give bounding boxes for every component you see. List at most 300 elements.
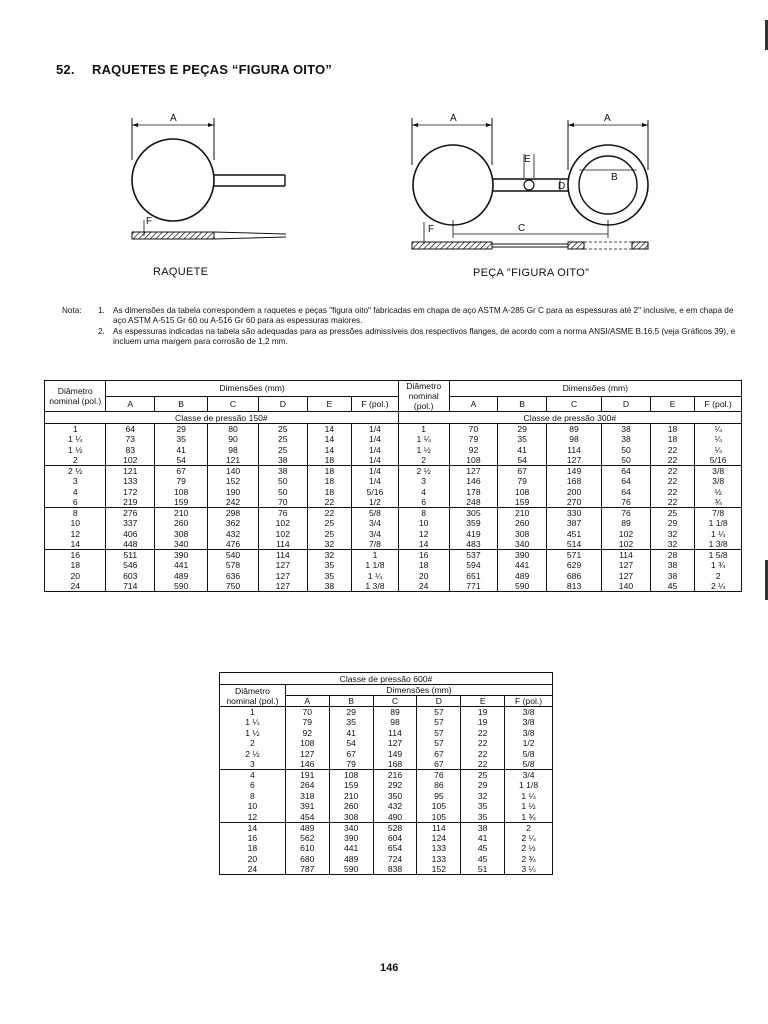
table-cell: 264 xyxy=(285,780,329,791)
table-row xyxy=(45,497,742,508)
table-cell-150: 1 ¼ xyxy=(45,434,106,445)
table-cell-300: 76 xyxy=(602,508,651,519)
table-cell-300: 594 xyxy=(449,560,498,571)
table-cell-150: 102 xyxy=(258,518,307,529)
header-col: A xyxy=(449,396,498,412)
table-cell: 54 xyxy=(329,738,373,749)
table-cell-300: 20 xyxy=(398,571,449,582)
table-cell-150: 25 xyxy=(307,529,351,540)
table-cell-150: 18 xyxy=(307,466,351,477)
table-cell-300: 483 xyxy=(449,539,498,550)
table-cell-300: 1 ¼ xyxy=(695,529,742,540)
table-cell-150: 1 ¼ xyxy=(352,571,399,582)
table-cell: 76 xyxy=(417,770,461,781)
table-cell: 16 xyxy=(220,833,286,844)
table-cell-300: 76 xyxy=(602,497,651,508)
table-cell: 22 xyxy=(461,759,505,770)
table-cell: 57 xyxy=(417,707,461,718)
table-row xyxy=(220,717,553,728)
table-cell-300: ¾ xyxy=(695,497,742,508)
table-cell: 8 xyxy=(220,791,286,802)
table-cell-300: 127 xyxy=(602,560,651,571)
table-cell-150: 340 xyxy=(155,539,208,550)
table-cell: 108 xyxy=(285,738,329,749)
table-cell: 3/8 xyxy=(505,728,553,739)
table-cell-150: 102 xyxy=(106,455,155,466)
table-cell-150: 32 xyxy=(307,539,351,550)
figura-oito-caption: PEÇA "FIGURA OITO" xyxy=(473,267,590,279)
table-row xyxy=(220,780,553,791)
table-cell-150: 190 xyxy=(208,487,259,498)
table-cell: 127 xyxy=(373,738,417,749)
table-row xyxy=(45,508,742,519)
table-row xyxy=(220,770,553,781)
table-cell: 18 xyxy=(220,843,286,854)
table-cell-150: 35 xyxy=(307,571,351,582)
table-cell-300: 441 xyxy=(498,560,547,571)
section-title xyxy=(56,62,332,77)
oito-label-a-right: A xyxy=(604,113,611,124)
table-cell-300: 387 xyxy=(547,518,602,529)
table-cell-150: 8 xyxy=(45,508,106,519)
header-col: B xyxy=(329,696,373,707)
table-row xyxy=(45,539,742,550)
table-cell-150: 18 xyxy=(307,487,351,498)
table-cell-300: 159 xyxy=(498,497,547,508)
table-cell-150: 362 xyxy=(208,518,259,529)
table-cell-150: 67 xyxy=(155,466,208,477)
table-cell: 114 xyxy=(417,822,461,833)
table-cell-150: 7/8 xyxy=(352,539,399,550)
table-cell: 391 xyxy=(285,801,329,812)
table-cell-300: 2 xyxy=(398,455,449,466)
table-cell-150: 5/16 xyxy=(352,487,399,498)
table-cell-150: 1 3/8 xyxy=(352,581,399,592)
table-cell-150: 1/4 xyxy=(352,424,399,435)
header-col: B xyxy=(498,396,547,412)
table-cell-300: 5/16 xyxy=(695,455,742,466)
header-diameter: Diâmetro nominal (pol.) xyxy=(45,381,106,412)
raquete-label-f: F xyxy=(146,216,153,227)
table-cell: 528 xyxy=(373,822,417,833)
table-cell-150: 406 xyxy=(106,529,155,540)
table-cell: 1 ¼ xyxy=(220,717,286,728)
table-cell: 67 xyxy=(417,749,461,760)
table-cell: 70 xyxy=(285,707,329,718)
page-number: 146 xyxy=(380,962,399,974)
dimensions-table-600 xyxy=(219,672,553,875)
table-cell-300: 32 xyxy=(650,539,694,550)
table-cell: 1 ½ xyxy=(505,801,553,812)
table-cell-300: 22 xyxy=(650,476,694,487)
table-cell: 32 xyxy=(461,791,505,802)
table-cell-150: 448 xyxy=(106,539,155,550)
table-cell-300: 200 xyxy=(547,487,602,498)
table-cell: 133 xyxy=(417,854,461,865)
table-cell-300: 38 xyxy=(602,434,651,445)
table-cell-300: 32 xyxy=(650,529,694,540)
table-cell-300: 70 xyxy=(449,424,498,435)
table-cell: 1/2 xyxy=(505,738,553,749)
table-cell: 432 xyxy=(373,801,417,812)
table-cell: 390 xyxy=(329,833,373,844)
table-row xyxy=(45,434,742,445)
table-cell: 454 xyxy=(285,812,329,823)
table-cell-150: 14 xyxy=(307,445,351,456)
table-cell-150: 511 xyxy=(106,550,155,561)
table-cell-150: 298 xyxy=(208,508,259,519)
table-cell-150: 18 xyxy=(45,560,106,571)
header-col-f: F (pol.) xyxy=(695,396,742,412)
table-cell: 210 xyxy=(329,791,373,802)
table-cell-150: 114 xyxy=(258,550,307,561)
table-cell: 3/8 xyxy=(505,707,553,718)
table-cell-300: 270 xyxy=(547,497,602,508)
table-cell-300: 102 xyxy=(602,529,651,540)
table-cell-150: 83 xyxy=(106,445,155,456)
table-cell: 260 xyxy=(329,801,373,812)
figura-oito-drawing xyxy=(398,110,670,260)
table-cell-150: 1 xyxy=(45,424,106,435)
table-cell-150: 29 xyxy=(155,424,208,435)
table-row xyxy=(220,843,553,854)
table-cell-300: 419 xyxy=(449,529,498,540)
table-cell: 124 xyxy=(417,833,461,844)
table-cell: 490 xyxy=(373,812,417,823)
table-cell-300: 35 xyxy=(498,434,547,445)
table-cell: 441 xyxy=(329,843,373,854)
table-cell: 2 ½ xyxy=(505,843,553,854)
table-cell-150: 441 xyxy=(155,560,208,571)
table-row xyxy=(220,738,553,749)
header-col: A xyxy=(285,696,329,707)
table-cell: 2 ½ xyxy=(220,749,286,760)
table-cell-150: 98 xyxy=(208,445,259,456)
header-col: D xyxy=(258,396,307,412)
table-cell: 86 xyxy=(417,780,461,791)
table-cell-150: 4 xyxy=(45,487,106,498)
table-cell-300: 1 ¼ xyxy=(398,434,449,445)
table-cell: 787 xyxy=(285,864,329,875)
header-col: C xyxy=(373,696,417,707)
table-cell-300: 2 xyxy=(695,571,742,582)
table-cell-150: 432 xyxy=(208,529,259,540)
table-cell-300: 3/8 xyxy=(695,466,742,477)
table-cell: 3/4 xyxy=(505,770,553,781)
table-cell-300: 89 xyxy=(602,518,651,529)
table-cell-150: 25 xyxy=(258,424,307,435)
table-cell-150: 32 xyxy=(307,550,351,561)
table-cell: 724 xyxy=(373,854,417,865)
table-cell-300: 29 xyxy=(498,424,547,435)
table-cell-300: 14 xyxy=(398,539,449,550)
table-cell-300: 178 xyxy=(449,487,498,498)
table-cell-300: 18 xyxy=(650,424,694,435)
table-cell-150: 25 xyxy=(258,445,307,456)
table-cell-300: 54 xyxy=(498,455,547,466)
table-cell-150: 35 xyxy=(307,560,351,571)
table-row xyxy=(45,455,742,466)
table-cell-150: 22 xyxy=(307,497,351,508)
table-cell-300: 29 xyxy=(650,518,694,529)
table-cell: 3 xyxy=(220,759,286,770)
table-cell-300: 1 xyxy=(398,424,449,435)
table-cell-300: 24 xyxy=(398,581,449,592)
table-row xyxy=(45,445,742,456)
table-cell: 1 ¾ xyxy=(505,812,553,823)
table-row xyxy=(45,571,742,582)
table-row xyxy=(45,581,742,592)
table-cell: 133 xyxy=(417,843,461,854)
class-label-600: Classe de pressão 600# xyxy=(220,673,553,685)
table-cell: 79 xyxy=(329,759,373,770)
table-cell-150: 14 xyxy=(307,424,351,435)
table-cell-150: 18 xyxy=(307,476,351,487)
table-row xyxy=(220,864,553,875)
table-cell-150: 10 xyxy=(45,518,106,529)
table-cell-150: 79 xyxy=(155,476,208,487)
table-cell: 45 xyxy=(461,843,505,854)
table-cell: 152 xyxy=(417,864,461,875)
table-cell-300: 330 xyxy=(547,508,602,519)
table-cell: 25 xyxy=(461,770,505,781)
table-cell-150: 50 xyxy=(258,487,307,498)
table-cell: 98 xyxy=(373,717,417,728)
table-cell-300: 7/8 xyxy=(695,508,742,519)
table-cell-150: 80 xyxy=(208,424,259,435)
table-cell: 79 xyxy=(285,717,329,728)
table-cell: 108 xyxy=(329,770,373,781)
table-cell: 292 xyxy=(373,780,417,791)
table-cell: 1 xyxy=(220,707,286,718)
table-cell: 149 xyxy=(373,749,417,760)
table-cell-150: 3/4 xyxy=(352,518,399,529)
header-dimensions: Dimensões (mm) xyxy=(106,381,398,397)
table-cell-150: 636 xyxy=(208,571,259,582)
table-row xyxy=(45,550,742,561)
table-cell-300: 127 xyxy=(449,466,498,477)
table-cell-300: 168 xyxy=(547,476,602,487)
table-cell-150: 578 xyxy=(208,560,259,571)
header-row xyxy=(220,685,553,696)
table-cell-150: 38 xyxy=(307,581,351,592)
section-title-text: RAQUETES E PEÇAS “FIGURA OITO” xyxy=(92,62,333,77)
table-cell: 2 ¾ xyxy=(505,854,553,865)
table-cell-300: 127 xyxy=(547,455,602,466)
table-cell-150: 489 xyxy=(155,571,208,582)
table-row xyxy=(220,707,553,718)
table-cell-300: 1 ½ xyxy=(398,445,449,456)
table-cell-300: 651 xyxy=(449,571,498,582)
section-number: 52. xyxy=(56,62,75,77)
table-cell-150: 1 1/8 xyxy=(352,560,399,571)
class-label-300: Classe de pressão 300# xyxy=(398,412,741,424)
table-cell-150: 1/2 xyxy=(352,497,399,508)
table-cell-150: 242 xyxy=(208,497,259,508)
table-cell-150: 152 xyxy=(208,476,259,487)
table-cell-300: 1 1/8 xyxy=(695,518,742,529)
table-cell: 4 xyxy=(220,770,286,781)
table-cell-300: 3 xyxy=(398,476,449,487)
table-cell: 45 xyxy=(461,854,505,865)
table-cell-150: 140 xyxy=(208,466,259,477)
table-cell-300: 1 5/8 xyxy=(695,550,742,561)
table-cell: 10 xyxy=(220,801,286,812)
table-cell: 12 xyxy=(220,812,286,823)
oito-label-b: B xyxy=(611,172,618,183)
table-cell-300: 79 xyxy=(449,434,498,445)
table-cell-150: 114 xyxy=(258,539,307,550)
table-cell: 216 xyxy=(373,770,417,781)
table-cell: 168 xyxy=(373,759,417,770)
table-cell: 318 xyxy=(285,791,329,802)
table-cell-150: 3/4 xyxy=(352,529,399,540)
table-row xyxy=(45,466,742,477)
table-cell-300: 38 xyxy=(650,560,694,571)
table-cell: 340 xyxy=(329,822,373,833)
table-cell: 350 xyxy=(373,791,417,802)
table-cell: 35 xyxy=(461,801,505,812)
table-cell-300: 571 xyxy=(547,550,602,561)
table-cell: 38 xyxy=(461,822,505,833)
note-text: As espessuras indicadas na tabela são adequadas para as pressões admissíveis dos respectivos flanges, de acordo com a norma ANSI/ASME B.16.5 (veja Gráficos 39), e incluem uma margem para corrosão de 1,2 mm. xyxy=(113,327,736,346)
header-dimensions: Dimensões (mm) xyxy=(285,685,552,696)
table-cell-150: 127 xyxy=(258,581,307,592)
table-cell-150: 210 xyxy=(155,508,208,519)
table-cell-150: 22 xyxy=(307,508,351,519)
table-cell-150: 50 xyxy=(258,476,307,487)
table-cell-300: 308 xyxy=(498,529,547,540)
header-col: D xyxy=(417,696,461,707)
table-cell-150: 38 xyxy=(258,466,307,477)
table-cell-300: 686 xyxy=(547,571,602,582)
table-cell: 22 xyxy=(461,749,505,760)
oito-label-e: E xyxy=(524,154,531,165)
table-cell: 5/8 xyxy=(505,759,553,770)
table-cell: 105 xyxy=(417,812,461,823)
table-cell-300: 248 xyxy=(449,497,498,508)
table-row xyxy=(45,476,742,487)
table-cell-300: 64 xyxy=(602,476,651,487)
table-cell: 1 ¼ xyxy=(505,791,553,802)
table-cell-300: 50 xyxy=(602,455,651,466)
table-cell-150: 25 xyxy=(258,434,307,445)
table-cell-150: 76 xyxy=(258,508,307,519)
table-cell-300: 10 xyxy=(398,518,449,529)
table-cell-300: 108 xyxy=(449,455,498,466)
table-cell-150: 14 xyxy=(307,434,351,445)
table-cell-150: 540 xyxy=(208,550,259,561)
table-cell-150: 2 xyxy=(45,455,106,466)
table-cell-300: 22 xyxy=(650,445,694,456)
table-cell-300: 79 xyxy=(498,476,547,487)
table-cell: 24 xyxy=(220,864,286,875)
raquete-label-a: A xyxy=(170,113,177,124)
table-cell: 308 xyxy=(329,812,373,823)
oito-label-d: D xyxy=(558,181,566,192)
table-cell-150: 64 xyxy=(106,424,155,435)
table-cell: 20 xyxy=(220,854,286,865)
table-cell-300: 260 xyxy=(498,518,547,529)
table-cell-150: 14 xyxy=(45,539,106,550)
table-cell-150: 5/8 xyxy=(352,508,399,519)
table-cell-150: 390 xyxy=(155,550,208,561)
header-col: E xyxy=(307,396,351,412)
table-cell-300: 12 xyxy=(398,529,449,540)
table-cell-300: 102 xyxy=(602,539,651,550)
table-cell: 41 xyxy=(329,728,373,739)
table-cell-150: 38 xyxy=(258,455,307,466)
table-cell-300: 210 xyxy=(498,508,547,519)
table-row xyxy=(45,424,742,435)
table-cell-150: 121 xyxy=(208,455,259,466)
table-cell-300: ¼ xyxy=(695,445,742,456)
table-cell-150: 1 xyxy=(352,550,399,561)
header-col: B xyxy=(155,396,208,412)
table-cell-150: 41 xyxy=(155,445,208,456)
table-cell: 2 ¼ xyxy=(505,833,553,844)
table-cell: 114 xyxy=(373,728,417,739)
table-row xyxy=(220,854,553,865)
table-cell-300: 390 xyxy=(498,550,547,561)
table-cell: 3/8 xyxy=(505,717,553,728)
table-cell-300: 590 xyxy=(498,581,547,592)
oito-label-f: F xyxy=(428,224,435,235)
table-cell-300: 1 3/8 xyxy=(695,539,742,550)
table-cell: 610 xyxy=(285,843,329,854)
table-cell-300: 50 xyxy=(602,445,651,456)
table-row xyxy=(220,749,553,760)
table-cell: 51 xyxy=(461,864,505,875)
table-cell-300: 22 xyxy=(650,466,694,477)
note-number: 2. xyxy=(98,327,105,336)
header-col-f: F (pol.) xyxy=(505,696,553,707)
table-cell-300: 16 xyxy=(398,550,449,561)
table-cell: 92 xyxy=(285,728,329,739)
header-col: C xyxy=(208,396,259,412)
table-cell-150: 2 ½ xyxy=(45,466,106,477)
table-cell-150: 1/4 xyxy=(352,455,399,466)
table-cell-300: 813 xyxy=(547,581,602,592)
table-cell-150: 714 xyxy=(106,581,155,592)
table-cell: 105 xyxy=(417,801,461,812)
note-number: 1. xyxy=(98,306,105,315)
table-cell-300: 45 xyxy=(650,581,694,592)
table-cell-300: 67 xyxy=(498,466,547,477)
table-cell-150: 25 xyxy=(307,518,351,529)
raquete-drawing xyxy=(120,110,290,250)
table-cell-300: ¼ xyxy=(695,424,742,435)
table-cell: 35 xyxy=(329,717,373,728)
header-col-f: F (pol.) xyxy=(352,396,399,412)
table-cell: 22 xyxy=(461,738,505,749)
table-cell: 562 xyxy=(285,833,329,844)
table-cell-150: 35 xyxy=(155,434,208,445)
table-row xyxy=(220,833,553,844)
table-cell: 191 xyxy=(285,770,329,781)
table-cell-150: 172 xyxy=(106,487,155,498)
table-cell-150: 1/4 xyxy=(352,445,399,456)
class-row xyxy=(220,673,553,685)
table-cell-300: 340 xyxy=(498,539,547,550)
table-cell: 95 xyxy=(417,791,461,802)
header-col: C xyxy=(547,396,602,412)
table-cell-150: 590 xyxy=(155,581,208,592)
header-row xyxy=(45,381,742,397)
table-cell: 57 xyxy=(417,728,461,739)
table-cell: 1 1/8 xyxy=(505,780,553,791)
table-cell-300: 98 xyxy=(547,434,602,445)
